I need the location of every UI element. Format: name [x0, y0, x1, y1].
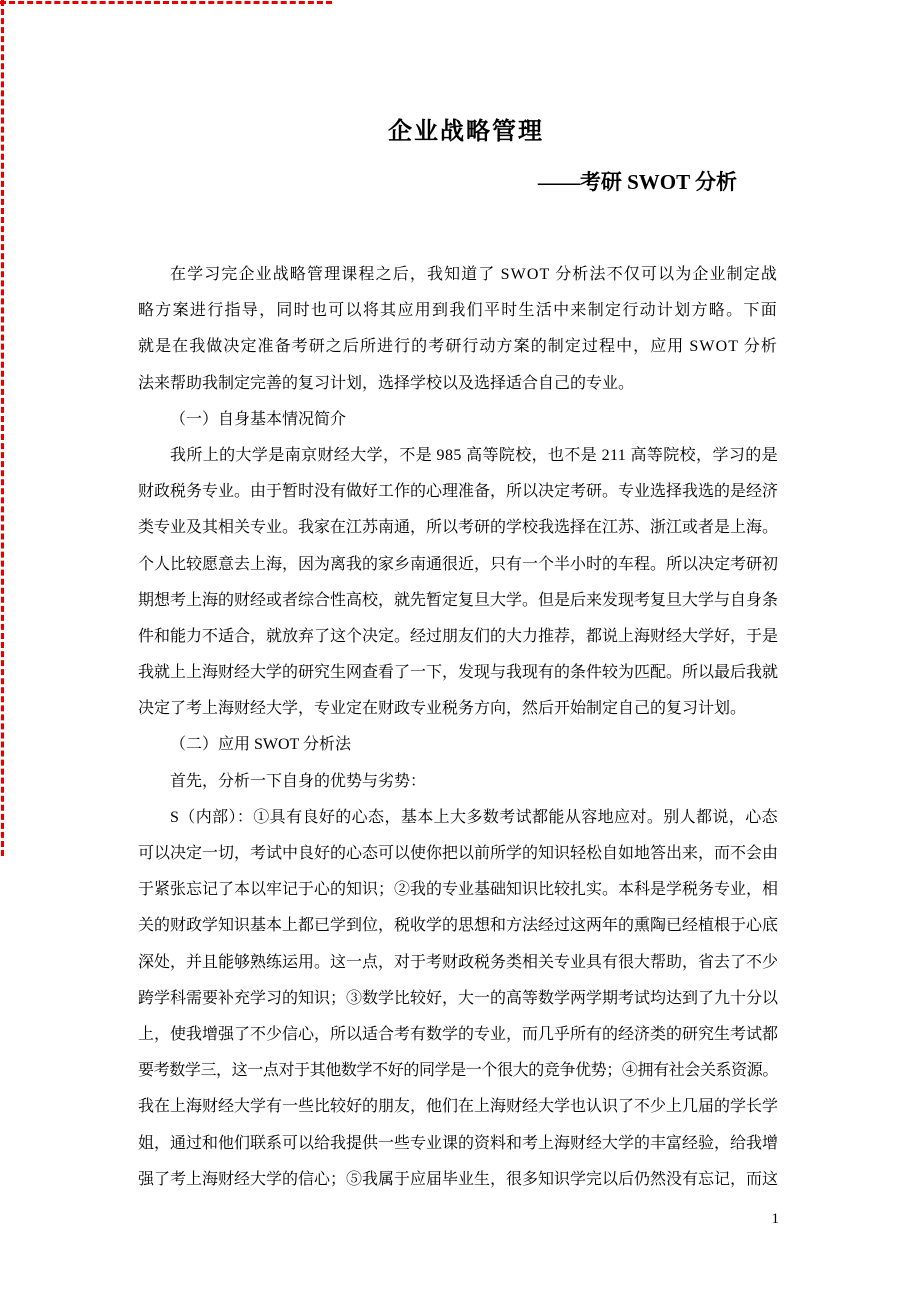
text-line: 关的财政学知识基本上都已学到位，税收学的思想和方法经过这两年的熏陶已经植根于心底 — [138, 917, 778, 935]
document-body — [138, 257, 780, 1198]
text-line: 个人比较愿意去上海，因为离我的家乡南通很近，只有一个半小时的车程。所以决定考研初 — [138, 555, 778, 573]
text-line: S（内部）：①具有良好的心态，基本上大多数考试都能从容地应对。别人都说，心态 — [170, 808, 778, 826]
red-dashed-edge-left — [1, 0, 4, 856]
text-line: 我就上上海财经大学的研究生网查看了一下，发现与我现有的条件较为匹配。所以最后我就 — [138, 664, 778, 682]
text-line: 就是在我做决定准备考研之后所进行的考研行动方案的制定过程中，应用 SWOT 分析 — [138, 338, 778, 356]
text-line: （二）应用 SWOT 分析法 — [170, 736, 352, 754]
text-line: 强了考上海财经大学的信心；⑤我属于应届毕业生，很多知识学完以后仍然没有忘记，而这 — [138, 1170, 778, 1188]
text-line: 要考数学三，这一点对于其他数学不好的同学是一个很大的竞争优势；④拥有社会关系资源。 — [138, 1062, 778, 1080]
text-line: 财政税务专业。由于暂时没有做好工作的心理准备，所以决定考研。专业选择我选的是经济 — [138, 483, 778, 501]
text-line: 我在上海财经大学有一些比较好的朋友，他们在上海财经大学也认识了不少上几届的学长学 — [138, 1098, 778, 1116]
text-line: 决定了考上海财经大学，专业定在财政专业税务方向，然后开始制定自己的复习计划。 — [138, 700, 747, 718]
text-line: 略方案进行指导，同时也可以将其应用到我们平时生活中来制定行动计划方略。下面 — [138, 302, 778, 320]
text-line: 跨学科需要补充学习的知识；③数学比较好，大一的高等数学两学期考试均达到了九十分以 — [138, 989, 778, 1007]
text-line: 上，使我增强了不少信心，所以适合考有数学的专业，而几乎所有的经济类的研究生考试都 — [138, 1025, 778, 1043]
text-line: 法来帮助我制定完善的复习计划，选择学校以及选择适合自己的专业。 — [138, 374, 635, 392]
text-line: 期想考上海的财经或者综合性高校，就先暂定复旦大学。但是后来发现考复旦大学与自身条 — [138, 591, 778, 609]
text-line: 首先，分析一下自身的优势与劣势： — [170, 772, 427, 790]
red-dashed-edge-top — [0, 1, 332, 4]
text-line: 姐，通过和他们联系可以给我提供一些专业课的资料和考上海财经大学的丰富经验，给我增 — [138, 1134, 778, 1152]
text-line: 我所上的大学是南京财经大学，不是 985 高等院校，也不是 211 高等院校，学习的是 — [170, 446, 778, 464]
text-line: 类专业及其相关专业。我家在江苏南通，所以考研的学校我选择在江苏、浙江或者是上海。 — [138, 519, 778, 537]
document-title: 企业战略管理 — [388, 119, 544, 145]
text-line: 件和能力不适合，就放弃了这个决定。经过朋友们的大力推荐，都说上海财经大学好，于是 — [138, 627, 778, 645]
text-line: （一）自身基本情况简介 — [170, 410, 347, 428]
document-subtitle: ——考研 SWOT 分析 — [537, 170, 737, 194]
text-line: 于紧张忘记了本以牢记于心的知识；②我的专业基础知识比较扎实。本科是学税务专业，相 — [138, 881, 778, 899]
text-line: 深处，并且能够熟练运用。这一点，对于考财政税务类相关专业具有很大帮助，省去了不少 — [138, 953, 778, 971]
page-number: 1 — [771, 1211, 779, 1227]
text-line: 可以决定一切，考试中良好的心态可以使你把以前所学的知识轻松自如地答出来，而不会由 — [138, 845, 778, 862]
text-line: 在学习完企业战略管理课程之后，我知道了 SWOT 分析法不仅可以为企业制定战 — [170, 266, 778, 283]
